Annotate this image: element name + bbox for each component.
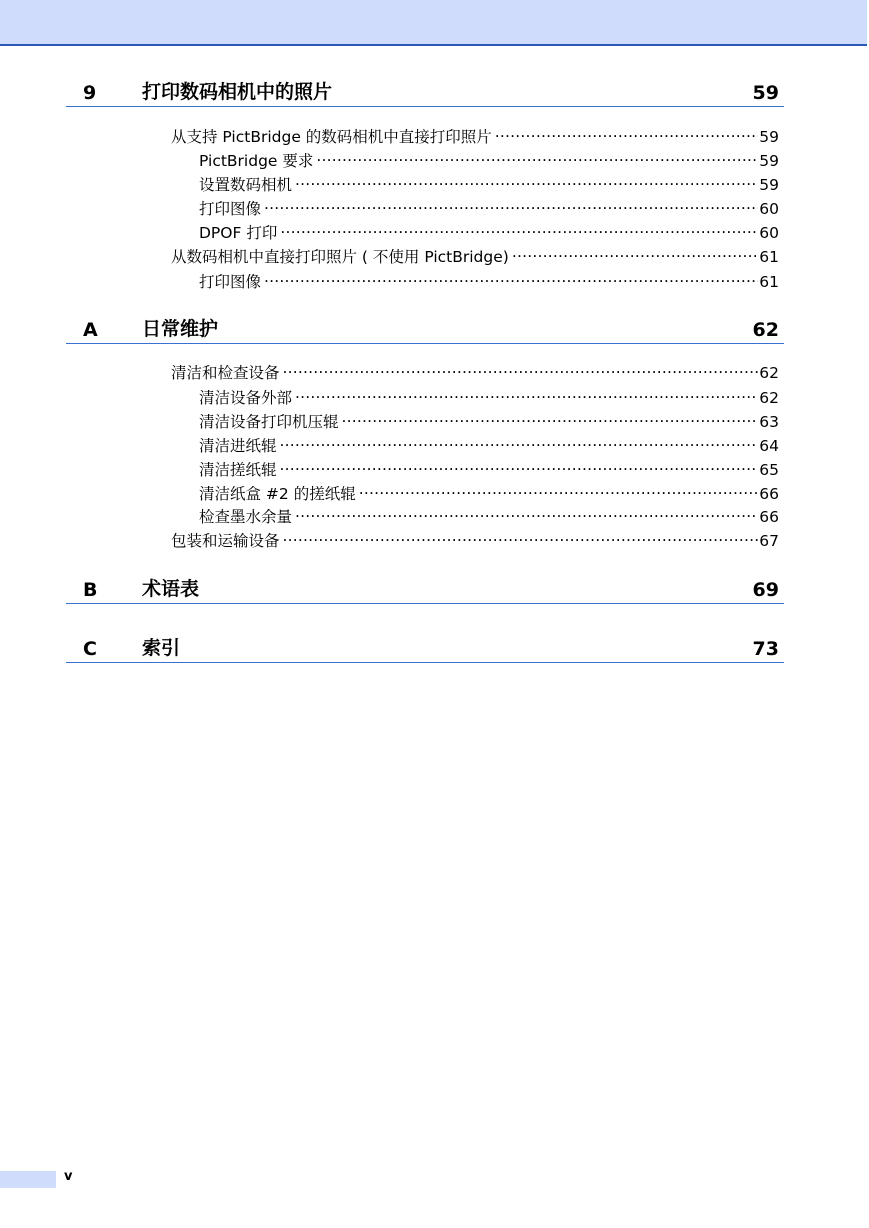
toc-entry-page: 66 <box>759 508 779 526</box>
chapter-page: 73 <box>752 638 779 660</box>
toc-entry-page: 59 <box>759 128 779 146</box>
dot-leader <box>512 242 758 262</box>
toc-entry[interactable] <box>199 479 779 503</box>
dot-leader <box>316 146 758 166</box>
page-number: v <box>64 1169 73 1184</box>
dot-leader <box>295 383 758 403</box>
chapter-page: 69 <box>752 579 779 601</box>
toc-entry-page: 62 <box>759 389 779 407</box>
chapter-heading-9[interactable] <box>66 82 784 107</box>
chapter-heading-a[interactable] <box>66 319 784 344</box>
toc-entry[interactable] <box>199 267 779 291</box>
dot-leader <box>495 122 758 142</box>
toc-entry[interactable] <box>199 407 779 431</box>
chapter-number: B <box>83 579 98 601</box>
toc-entry-label: 包装和运输设备 <box>171 532 280 550</box>
toc-entry-label: DPOF 打印 <box>199 224 278 242</box>
chapter-page: 59 <box>752 82 779 104</box>
dot-leader <box>342 407 759 427</box>
toc-entry-page: 62 <box>759 364 779 382</box>
toc-entry[interactable] <box>199 383 779 407</box>
dot-leader <box>280 431 759 451</box>
dot-leader <box>295 502 758 522</box>
toc-entry-label: 清洁设备打印机压辊 <box>199 413 339 431</box>
dot-leader <box>295 170 758 190</box>
toc-entry-label: 清洁进纸辊 <box>199 437 277 455</box>
toc-entry-page: 66 <box>759 485 779 503</box>
toc-entry[interactable] <box>199 170 779 194</box>
toc-entry-label: 检查墨水余量 <box>199 508 293 526</box>
chapter-page: 62 <box>752 319 779 341</box>
chapter-heading-c[interactable] <box>66 638 784 663</box>
dot-leader <box>280 218 758 238</box>
chapter-number: 9 <box>83 82 97 104</box>
toc-entry-label: 打印图像 <box>199 273 262 291</box>
toc-entry[interactable] <box>199 502 779 526</box>
toc-entry-page: 60 <box>759 200 779 218</box>
toc-entry[interactable] <box>199 218 779 242</box>
chapter-number: C <box>83 638 97 660</box>
toc-entry-label: 打印图像 <box>199 200 262 218</box>
toc-entry-label: 清洁搓纸辊 <box>199 461 277 479</box>
chapter-title: 索引 <box>142 637 181 659</box>
toc-entry[interactable] <box>199 194 779 218</box>
toc-entry-page: 61 <box>759 273 779 291</box>
toc-entry-page: 65 <box>759 461 779 479</box>
toc-entry[interactable] <box>199 455 779 479</box>
chapter-heading-b[interactable] <box>66 579 784 604</box>
dot-leader <box>359 479 759 499</box>
toc-entry-label: 清洁纸盒 #2 的搓纸辊 <box>199 485 356 503</box>
toc-entry-page: 63 <box>759 413 779 431</box>
chapter-number: A <box>83 319 98 341</box>
toc-entry-page: 60 <box>759 224 779 242</box>
chapter-title: 日常维护 <box>142 318 219 340</box>
toc-entry-label: 从支持 PictBridge 的数码相机中直接打印照片 <box>171 128 492 146</box>
toc-entry-page: 64 <box>759 437 779 455</box>
header-band <box>0 0 867 46</box>
dot-leader <box>283 358 759 378</box>
toc-entry-label: 清洁和检查设备 <box>171 364 280 382</box>
dot-leader <box>283 526 759 546</box>
footer-band <box>0 1171 56 1188</box>
toc-entry-label: 从数码相机中直接打印照片 ( 不使用 PictBridge) <box>171 248 509 266</box>
toc-entry-label: 清洁设备外部 <box>199 389 293 407</box>
toc-entry-page: 61 <box>759 248 779 266</box>
toc-entry-page: 59 <box>759 152 779 170</box>
dot-leader <box>264 194 758 214</box>
dot-leader <box>280 455 759 475</box>
chapter-title: 术语表 <box>142 578 200 600</box>
toc-entry[interactable] <box>199 146 779 170</box>
toc-entry[interactable] <box>171 242 779 266</box>
chapter-title: 打印数码相机中的照片 <box>142 81 333 103</box>
dot-leader <box>264 267 758 287</box>
toc-entry-label: PictBridge 要求 <box>199 152 314 170</box>
toc-entry-page: 59 <box>759 176 779 194</box>
toc-entry[interactable] <box>171 358 779 382</box>
toc-entry-page: 67 <box>759 532 779 550</box>
toc-entry-label: 设置数码相机 <box>199 176 293 194</box>
toc-entry[interactable] <box>199 431 779 455</box>
toc-entry[interactable] <box>171 526 779 550</box>
toc-entry[interactable] <box>171 122 779 146</box>
